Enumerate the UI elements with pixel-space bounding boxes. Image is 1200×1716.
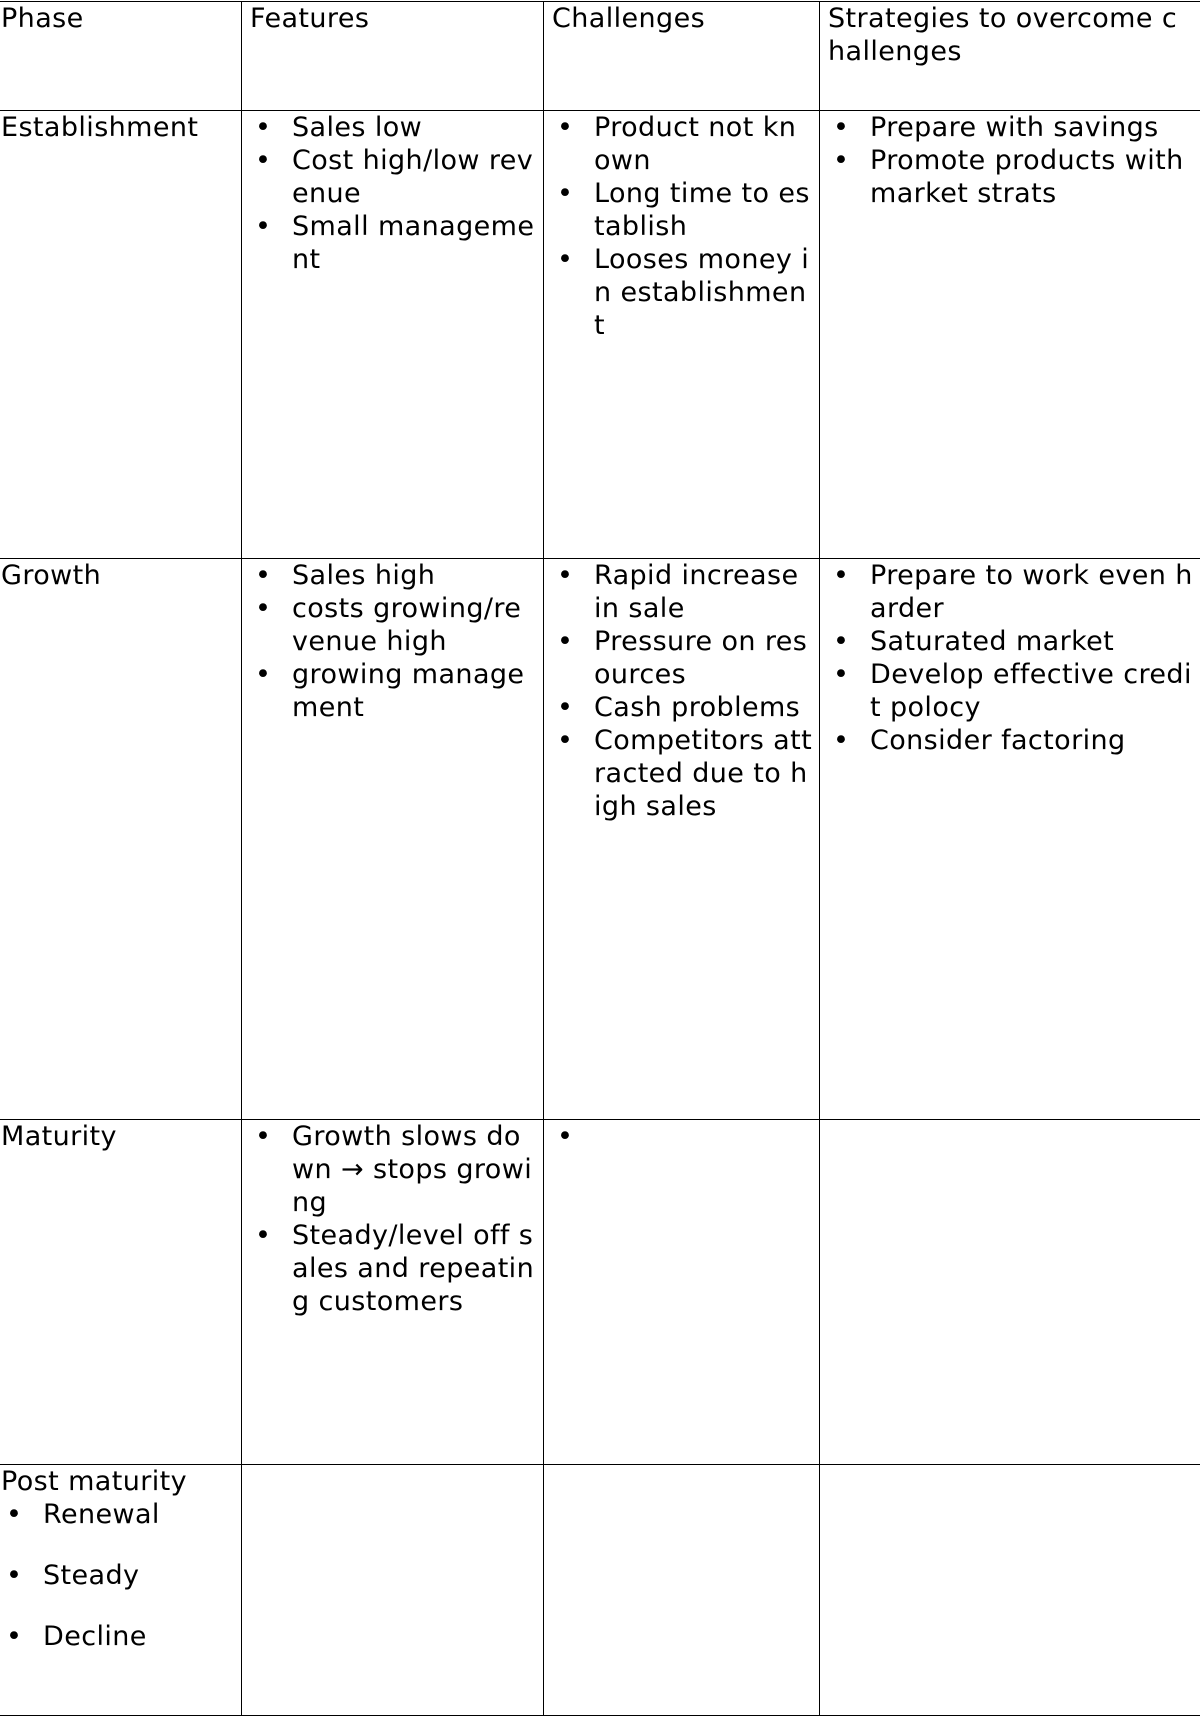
challenges-cell <box>544 1465 820 1716</box>
header-row <box>0 2 1200 111</box>
list-item: • Competitors attracted due to high sales <box>594 724 813 823</box>
phase-name: Growth <box>1 559 235 592</box>
features-cell <box>242 111 544 559</box>
list-item: • Looses money in establishment <box>594 243 813 342</box>
features-cell <box>242 1465 544 1716</box>
challenges-cell <box>544 111 820 559</box>
strategies-cell <box>820 111 1200 559</box>
list-item: • Renewal <box>43 1498 235 1531</box>
phase-name: Establishment <box>1 111 235 144</box>
list-item: • Sales high <box>292 559 537 592</box>
features-list <box>250 559 537 724</box>
header-cell-challenges: Challenges <box>544 2 820 111</box>
features-cell <box>242 1120 544 1465</box>
phase-name: Maturity <box>1 1120 235 1153</box>
list-item: • Long time to establish <box>594 177 813 243</box>
phase-name: Post maturity <box>1 1465 235 1498</box>
header-cell-features: Features <box>242 2 544 111</box>
list-item: • costs growing/revenue high <box>292 592 537 658</box>
list-item: • growing management <box>292 658 537 724</box>
table-row-growth <box>0 559 1200 1120</box>
list-item: • Sales low <box>292 111 537 144</box>
list-item: • Product not known <box>594 111 813 177</box>
list-item: • Saturated market <box>870 625 1194 658</box>
phase-cell <box>0 559 242 1120</box>
challenges-cell <box>544 1120 820 1465</box>
strategies-cell <box>820 1120 1200 1465</box>
strategies-cell <box>820 1465 1200 1716</box>
business-phases-table <box>0 1 1200 1716</box>
phase-sub-list <box>1 1498 235 1653</box>
features-list <box>250 111 537 276</box>
list-item: • Pressure on resources <box>594 625 813 691</box>
strategies-list <box>828 559 1194 757</box>
table-row-maturity <box>0 1120 1200 1465</box>
list-item: • Rapid increase in sale <box>594 559 813 625</box>
strategies-list <box>828 111 1194 210</box>
header-cell-phase: Phase <box>0 2 242 111</box>
table-row-establishment <box>0 111 1200 559</box>
list-item: • Cash problems <box>594 691 813 724</box>
challenges-list <box>552 111 813 342</box>
list-item: • Steady/level off sales and repeating customers <box>292 1219 537 1318</box>
strategies-cell <box>820 559 1200 1120</box>
list-item <box>594 1120 813 1153</box>
features-list <box>250 1120 537 1318</box>
list-item: • Growth slows down → stops growing <box>292 1120 537 1219</box>
list-item: • Promote products with market strats <box>870 144 1194 210</box>
list-item: • Cost high/low revenue <box>292 144 537 210</box>
list-item: • Decline <box>43 1620 235 1653</box>
list-item: • Prepare to work even harder <box>870 559 1194 625</box>
list-item: • Develop effective credit polocy <box>870 658 1194 724</box>
list-item: • Consider factoring <box>870 724 1194 757</box>
table-row-post-maturity <box>0 1465 1200 1716</box>
features-cell <box>242 559 544 1120</box>
header-cell-strategies: Strategies to overcome challenges <box>820 2 1200 111</box>
challenges-cell <box>544 559 820 1120</box>
challenges-list <box>552 1120 813 1153</box>
phase-cell <box>0 111 242 559</box>
challenges-list <box>552 559 813 823</box>
phase-cell <box>0 1465 242 1716</box>
list-item: • Steady <box>43 1559 235 1592</box>
phase-cell <box>0 1120 242 1465</box>
list-item: • Small management <box>292 210 537 276</box>
list-item: • Prepare with savings <box>870 111 1194 144</box>
